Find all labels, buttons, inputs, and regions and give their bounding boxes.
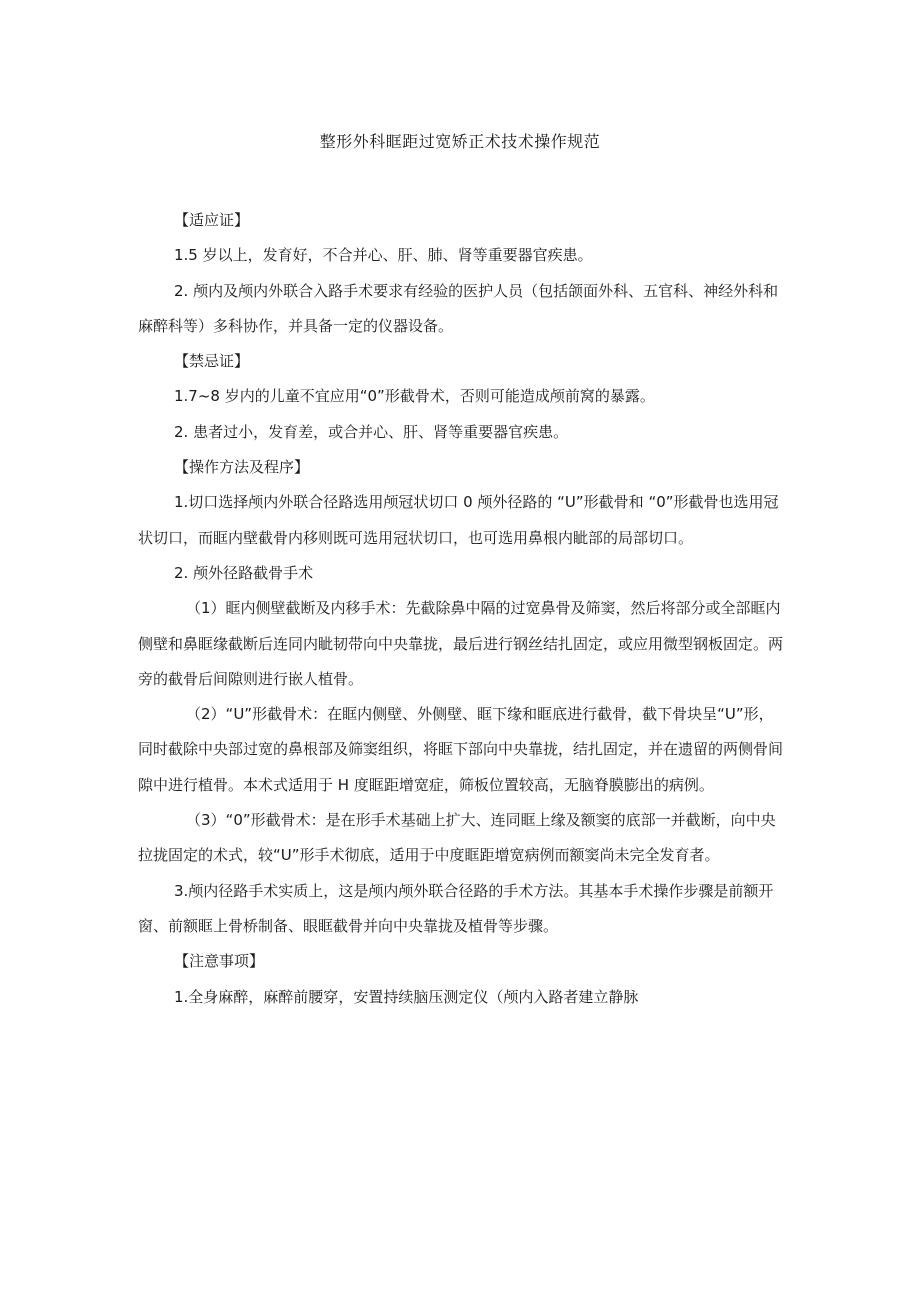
paragraph: 1.5 岁以上，发育好，不合并心、肝、肺、肾等重要器官疾患。 [174,246,593,265]
paragraph: 2. 颅外径路截骨手术 [174,563,314,582]
document-body [138,203,786,1015]
section-heading-precautions: 【注意事项】 [174,952,265,971]
paragraph: 3.颅内径路手术实质上，这是颅内颅外联合径路的手术方法。其基本手术操作步骤是前额开窗、前额眶上骨桥制备、眼眶截骨并向中央靠拢及植骨等步骤。 [138,881,774,935]
paragraph: 1.切口选择颅内外联合径路选用颅冠状切口 0 颅外径路的 “U”形截骨和 “0”形截骨也选用冠状切口，而眶内壁截骨内移则既可选用冠状切口，也可选用鼻根内眦部的局部切口。 [138,493,779,547]
paragraph: （2）“U”形截骨术：在眶内侧壁、外侧壁、眶下缘和眶底进行截骨，截下骨块呈“U”形，同时截除中央部过宽的鼻根部及筛窦组织，将眶下部向中央靠拢，结扎固定，并在遗留的两侧骨间隙中进行植骨。本术式适用于 H 度眶距增宽症，筛板位置较高，无脑脊膜膨出的病例。 [138,705,784,794]
paragraph: （1）眶内侧壁截断及内移手术：先截除鼻中隔的过宽鼻骨及筛窦，然后将部分或全部眶内侧壁和鼻眶缘截断后连同内眦韧带向中央靠拢，最后进行钢丝结扎固定，或应用微型钢板固定。两旁的截骨后间隙则进行嵌人植骨。 [138,599,784,688]
paragraph: 2. 患者过小，发育差，或合并心、肝、肾等重要器官疾患。 [174,422,569,441]
section-heading-indications: 【适应证】 [174,211,250,229]
document-title: 整形外科眶距过宽矫正术技术操作规范 [319,132,601,151]
paragraph: 1.7~8 岁内的儿童不宜应用“0”形截骨术，否则可能造成颅前窝的暴露。 [174,387,655,406]
section-heading-contraindications: 【禁忌证】 [174,352,250,371]
paragraph: 2. 颅内及颅内外联合入路手术要求有经验的医护人员（包括颌面外科、五官科、神经外科和麻醉科等）多科协作，并具备一定的仪器设备。 [138,281,779,335]
paragraph: （3）“0”形截骨术：是在形手术基础上扩大、连同眶上缘及额窦的底部一并截断，向中央拉拢固定的术式，较“U”形手术彻底，适用于中度眶距增宽病例而额窦尚未完全发育者。 [138,811,776,865]
section-heading-procedure: 【操作方法及程序】 [174,458,310,477]
paragraph: 1.全身麻醉，麻醉前腰穿，安置持续脑压测定仪（颅内入路者建立静脉 [174,987,639,1006]
